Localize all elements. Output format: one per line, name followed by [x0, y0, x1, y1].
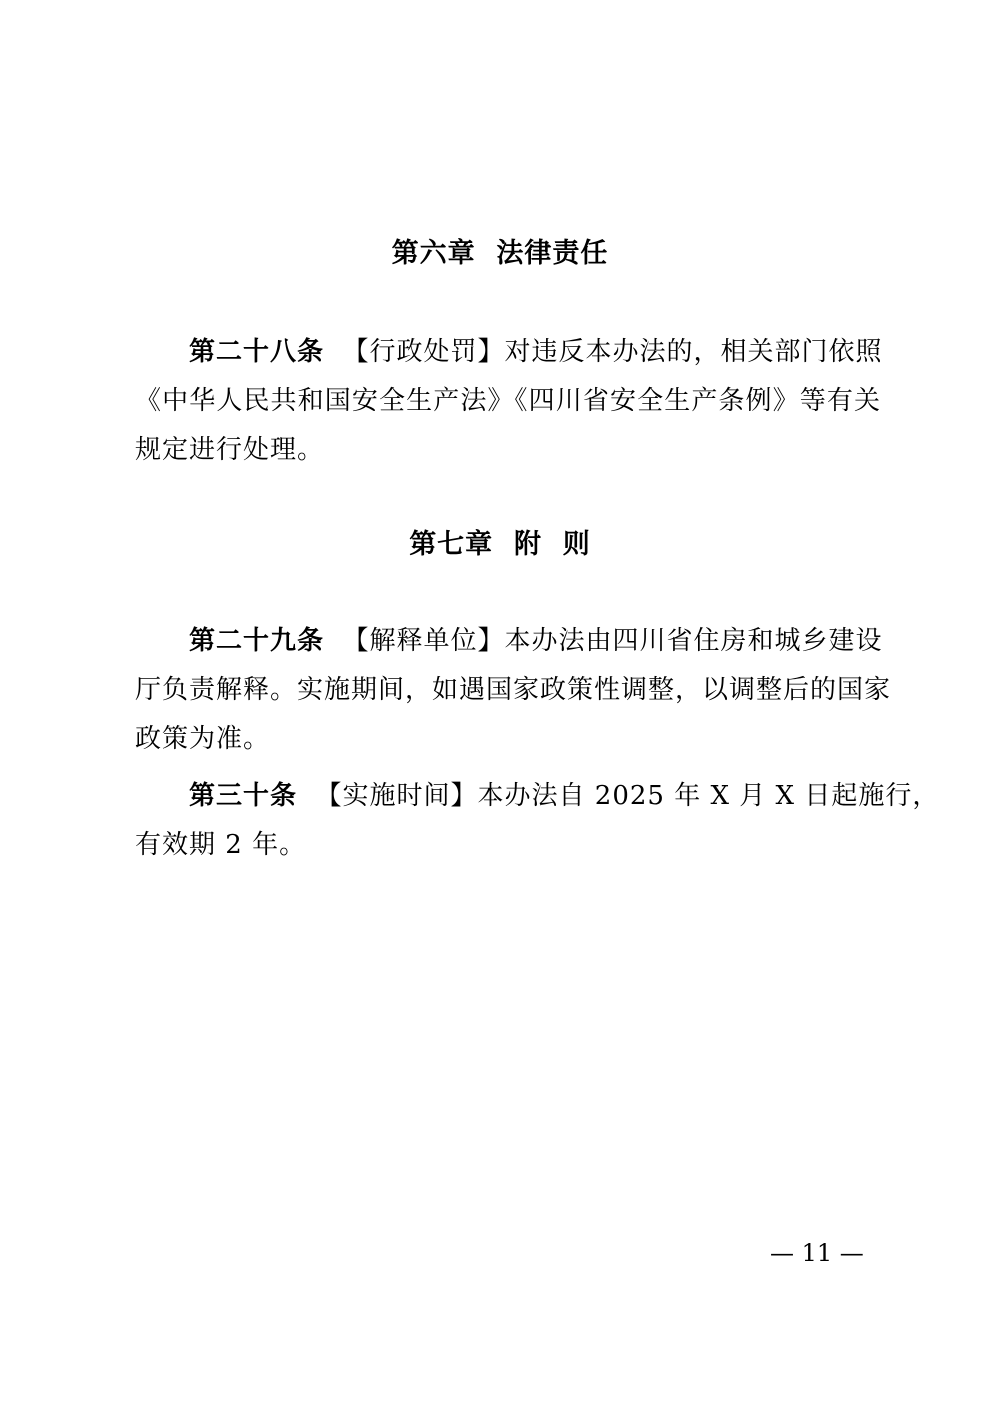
article-29-number: 第二十九条	[189, 626, 325, 656]
chapter-7-heading: 第七章 附 则	[409, 529, 591, 560]
article-30-line-1	[135, 772, 940, 821]
article-30-line-2: 有效期 2 年。	[135, 830, 307, 860]
article-30-number: 第三十条	[189, 781, 298, 811]
article-28-line-2: 《中华人民共和国安全生产法》《四川省安全生产条例》等有关	[135, 386, 881, 416]
article-29-line-3: 政策为准。	[135, 724, 271, 754]
article-29-line-1-text: 【解释单位】本办法由四川省住房和城乡建设	[324, 626, 883, 656]
chapter-6-heading: 第六章 法律责任	[391, 238, 609, 269]
article-28	[135, 328, 881, 475]
article-28-line-1	[135, 328, 881, 377]
article-28-line-3: 规定进行处理。	[135, 435, 325, 465]
article-28-line-1-text: 【行政处罚】对违反本办法的，相关部门依照	[324, 337, 883, 367]
article-29-line-2: 厅负责解释。实施期间，如遇国家政策性调整，以调整后的国家	[135, 675, 892, 705]
article-30-line-1-text: 【实施时间】本办法自 2025 年 X 月 X 日起施行，	[297, 781, 940, 811]
article-29-line-1	[135, 617, 881, 666]
page-number: — 11 —	[770, 1239, 864, 1267]
article-29	[135, 617, 892, 764]
article-28-number: 第二十八条	[189, 337, 325, 367]
article-30	[135, 772, 940, 870]
